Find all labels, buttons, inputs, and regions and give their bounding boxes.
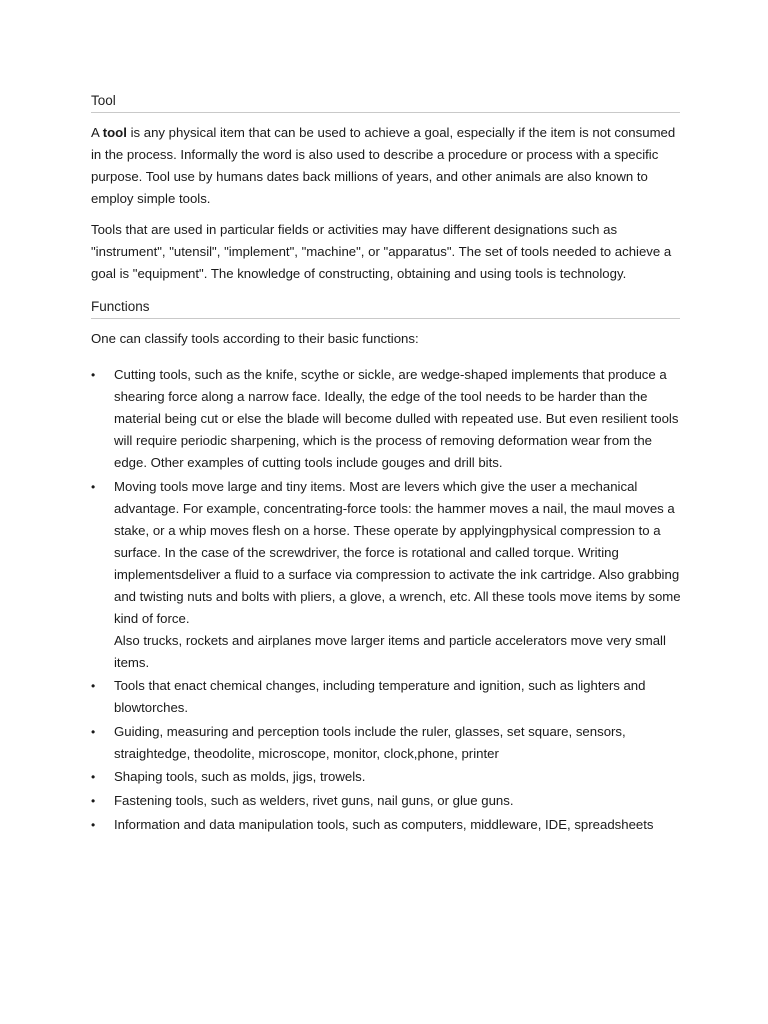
bullet-icon: • bbox=[91, 368, 96, 382]
page-title: Tool bbox=[91, 93, 680, 113]
intro-prefix: A bbox=[91, 125, 103, 140]
bullet-icon: • bbox=[91, 770, 96, 785]
intro-rest: is any physical item that can be used to achieve a goal, especially if the item is not consumed in the process. Informally the word is also used to describe a procedure or process with a specific purpose. Tool use by humans dates back millions of years, and other animals are also known to employ simple tools. bbox=[91, 125, 676, 206]
list-item-text: Shaping tools, such as molds, jigs, trowels. bbox=[114, 769, 366, 785]
bullet-icon: • bbox=[91, 817, 96, 832]
list-item bbox=[91, 814, 686, 836]
intro-paragraph bbox=[91, 122, 686, 210]
list-item bbox=[91, 721, 686, 765]
list-item bbox=[91, 364, 686, 474]
bullet-icon: • bbox=[91, 793, 96, 808]
list-item bbox=[91, 766, 686, 788]
section-heading-functions: Functions bbox=[91, 299, 680, 319]
functions-intro: One can classify tools according to their basic functions: bbox=[91, 331, 419, 346]
list-item-text: Information and data manipulation tools, such as computers, middleware, IDE, spreadsheets bbox=[114, 816, 654, 832]
functions-list bbox=[91, 364, 686, 836]
list-item bbox=[91, 790, 686, 812]
designations-paragraph: Tools that are used in particular fields or activities may have different designations such as "instrument", "utensil", "implement", "machine", or "apparatus". The set of tools needed to achieve a goal is "equipment". The knowledge of constructing, obtaining and using tools is technology. bbox=[91, 222, 672, 281]
bullet-icon: • bbox=[91, 479, 96, 494]
list-item bbox=[91, 675, 686, 719]
list-item-text: Tools that enact chemical changes, including temperature and ignition, such as lighters and blowtorches. bbox=[114, 678, 646, 716]
list-item-text: Fastening tools, such as welders, rivet guns, nail guns, or glue guns. bbox=[114, 792, 514, 808]
intro-bold-term: tool bbox=[102, 125, 127, 140]
list-item-text: Moving tools move large and tiny items. Most are levers which give the user a mechanical advantage. For example, concentrating-force tools: the hammer moves a nail, the maul moves a stake, or a whip moves flesh on a horse. These operate by applyingphysical compression to a surface. In the case of the screwdriver, the force is rotational and called torque. Writing implementsdeliver a fluid to a surface via compression to activate the ink cartridge. Also grabbing and twisting nuts and bolts with pliers, a glove, a wrench, etc. All these tools move items by some kind of force. Also trucks, rockets and airplanes move larger items and particle accelerators move very small items. bbox=[114, 478, 681, 670]
list-item-text: Guiding, measuring and perception tools include the ruler, glasses, set square, sensors, straightedge, theodolite, microscope, monitor, clock,phone, printer bbox=[114, 723, 626, 761]
bullet-icon: • bbox=[91, 679, 96, 694]
bullet-icon: • bbox=[91, 724, 96, 739]
list-item-text: Cutting tools, such as the knife, scythe or sickle, are wedge-shaped implements that produce a shearing force along a narrow face. Ideally, the edge of the tool needs to be harder than the material being cut or else the blade will become dulled with repeated use. But even resilient tools will require periodic sharpening, which is the process of removing deformation wear from the edge. Other examples of cutting tools include gouges and drill bits. bbox=[114, 367, 679, 470]
list-item bbox=[91, 476, 686, 674]
